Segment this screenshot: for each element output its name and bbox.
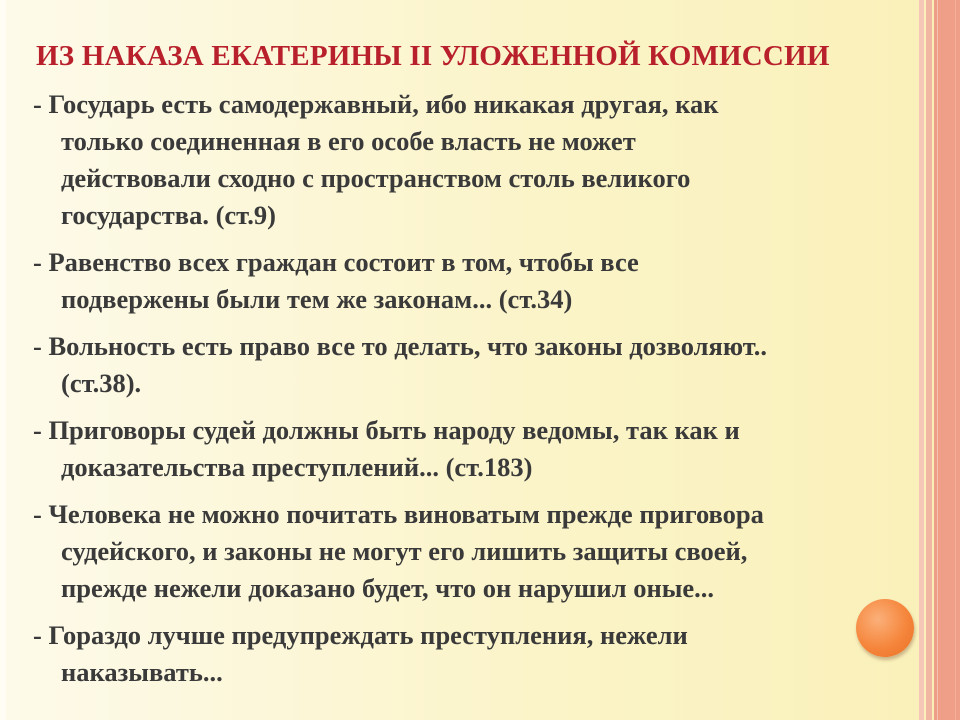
orange-circle-decoration (856, 599, 914, 657)
bullet-continuation-line: прежде нежели доказано будет, что он нарушил оные... (61, 573, 715, 603)
bullet-item-article-9 (33, 86, 928, 234)
bullet-first-line: - Вольность есть право все то делать, что законы дозволяют.. (33, 331, 767, 361)
bullet-continuation-line: (ст.38). (61, 368, 142, 398)
bullet-continuation-line: действовали сходно с пространством столь великого (61, 163, 691, 193)
bullet-continuation-line: судейского, и законы не могут его лишить защиты своей, (61, 536, 748, 566)
bullet-first-line: - Гораздо лучше предупреждать преступления, нежели (33, 620, 688, 650)
bullet-continuation-line: государства. (ст.9) (61, 200, 276, 230)
bullet-item-article-38 (33, 328, 928, 402)
bullet-item-article-183 (33, 412, 928, 486)
bullet-continuation-line: только соединенная в его особе власть не может (61, 126, 636, 156)
slide-title: ИЗ НАКАЗА ЕКАТЕРИНЫ II УЛОЖЕННОЙ КОМИССИИ (36, 40, 830, 72)
slide-left-edge (0, 0, 6, 720)
bullet-continuation-line: наказывать... (61, 657, 223, 687)
bullet-list (33, 86, 928, 701)
bullet-first-line: - Приговоры судей должны быть народу ведомы, так как и (33, 415, 740, 445)
bullet-item-prevention (33, 617, 928, 691)
bullet-item-presumption (33, 496, 928, 607)
bullet-first-line: - Человека не можно почитать виноватым прежде приговора (33, 499, 764, 529)
bullet-item-article-34 (33, 244, 928, 318)
decorative-stripe-wide (934, 0, 960, 720)
bullet-first-line: - Равенство всех граждан состоит в том, чтобы все (33, 247, 639, 277)
bullet-continuation-line: доказательства преступлений... (ст.183) (61, 452, 533, 482)
bullet-continuation-line: подвержены были тем же законам... (ст.34) (61, 284, 573, 314)
bullet-first-line: - Государь есть самодержавный, ибо никакая другая, как (33, 89, 719, 119)
